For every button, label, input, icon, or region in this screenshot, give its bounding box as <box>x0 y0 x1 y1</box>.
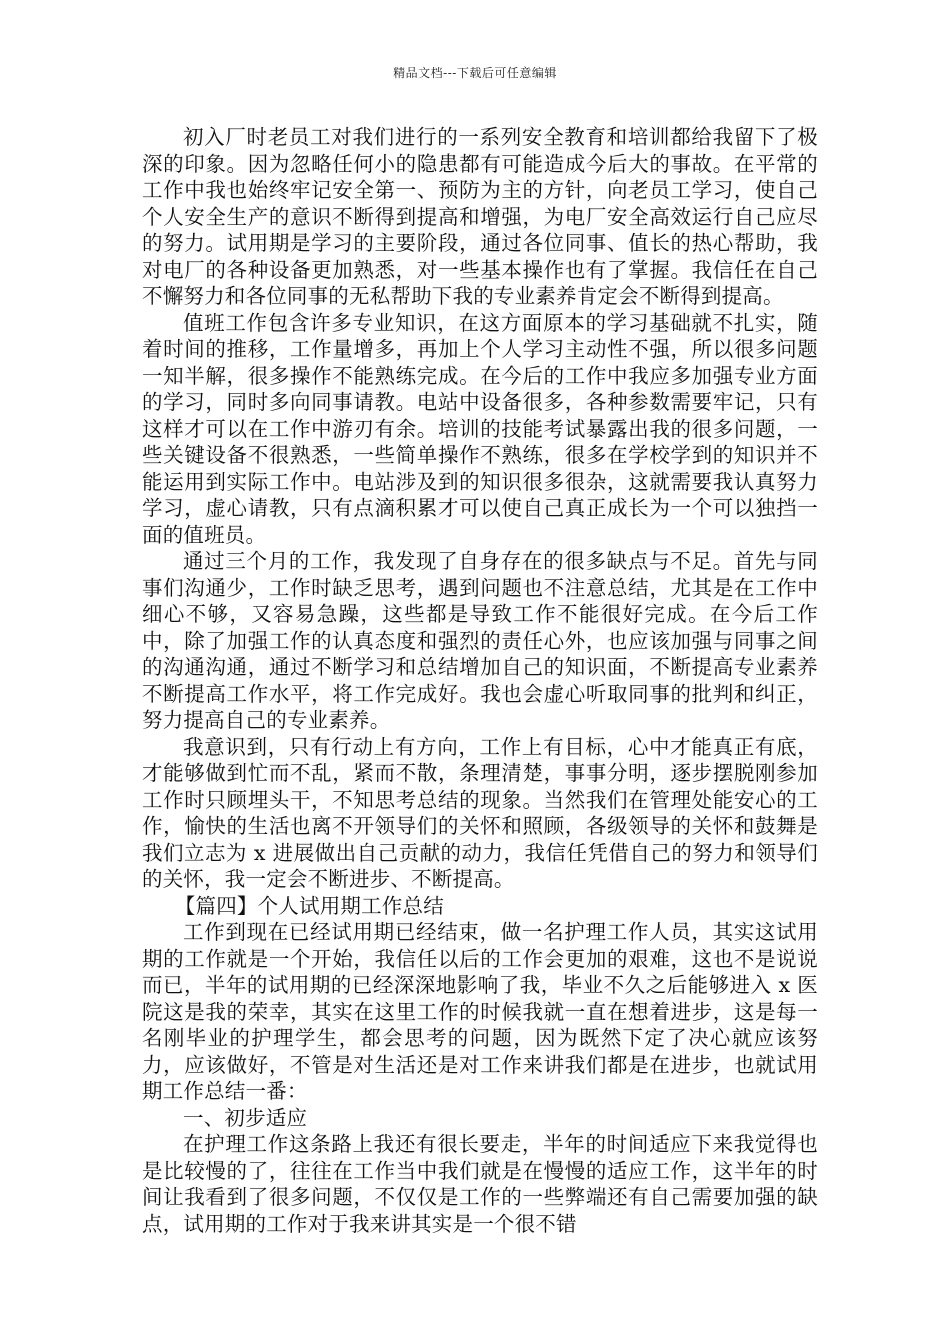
paragraph-nursing-intro: 工作到现在已经试用期已经结束，做一名护理工作人员，其实这试用期的工作就是一个开始，我信任以后的工作会更加的艰难，这也不是说说而已，半年的试用期的已经深深地影响了我，毕业不久之后能够进入 x 医院这是我的荣幸，其实在这里工作的时候我就一直在想着进步，这是每一名刚毕业的护理学生，都会思考的问题，因为既然下定了决心就应该努力，应该做好，不管是对生活还是对工作来讲我们都是在进步，也就试用期工作总结一番： <box>142 920 818 1103</box>
paragraph-safety-training: 初入厂时老员工对我们进行的一系列安全教育和培训都给我留下了极深的印象。因为忽略任何小的隐患都有可能造成今后大的事故。在平常的工作中我也始终牢记安全第一、预防为主的方针，向老员工学习，使自己个人安全生产的意识不断得到提高和增强，为电厂安全高效运行自己应尽的努力。试用期是学习的主要阶段，通过各位同事、值长的热心帮助，我对电厂的各种设备更加熟悉，对一些基本操作也有了掌握。我信任在自己不懈努力和各位同事的无私帮助下我的专业素养肯定会不断得到提高。 <box>142 125 818 308</box>
paragraph-adaptation: 在护理工作这条路上我还有很长要走，半年的时间适应下来我觉得也是比较慢的了，往往在工作当中我们就是在慢慢的适应工作，这半年的时间让我看到了很多问题，不仅仅是工作的一些弊端还有自己需要加强的缺点，试用期的工作对于我来讲其实是一个很不错 <box>142 1132 818 1236</box>
page-header: 精品文档---下载后可任意编辑 <box>393 66 557 80</box>
paragraph-awareness: 我意识到，只有行动上有方向，工作上有目标，心中才能真正有底，才能够做到忙而不乱，紧而不散，条理清楚，事事分明，逐步摆脱刚参加工作时只顾埋头干，不知思考总结的现象。当然我们在管理处能安心的工作，愉快的生活也离不开领导们的关怀和照顾，各级领导的关怀和鼓舞是我们立志为 x 进展做出自己贡献的动力，我信任凭借自己的努力和领导们的关怀，我一定会不断进步、不断提高。 <box>142 734 818 891</box>
paragraph-shortcomings: 通过三个月的工作，我发现了自身存在的很多缺点与不足。首先与同事们沟通少，工作时缺乏思考，遇到问题也不注意总结，尤其是在工作中细心不够，又容易急躁，这些都是导致工作不能很好完成。在今后工作中，除了加强工作的认真态度和强烈的责任心外，也应该加强与同事之间的沟通沟通，通过不断学习和总结增加自己的知识面，不断提高专业素养不断提高工作水平，将工作完成好。我也会虚心听取同事的批判和纠正，努力提高自己的专业素养。 <box>142 549 818 732</box>
section-heading: 【篇四】个人试用期工作总结 <box>174 893 444 918</box>
paragraph-duty-work: 值班工作包含许多专业知识，在这方面原本的学习基础就不扎实，随着时间的推移，工作量增多，再加上个人学习主动性不强，所以很多问题一知半解，很多操作不能熟练完成。在今后的工作中我应多加强专业方面的学习，同时多向同事请教。电站中设备很多，各种参数需要牢记，只有这样才可以在工作中游刃有余。培训的技能考试暴露出我的很多问题，一些关键设备不很熟悉，一些简单操作不熟练，很多在学校学到的知识并不能运用到实际工作中。电站涉及到的知识很多很杂，这就需要我认真努力学习，虚心请教，只有点滴积累才可以使自己真正成长为一个可以独挡一面的值班员。 <box>142 310 818 547</box>
document-body <box>142 124 818 1237</box>
subheading-initial-adaptation: 一、初步适应 <box>183 1105 308 1130</box>
